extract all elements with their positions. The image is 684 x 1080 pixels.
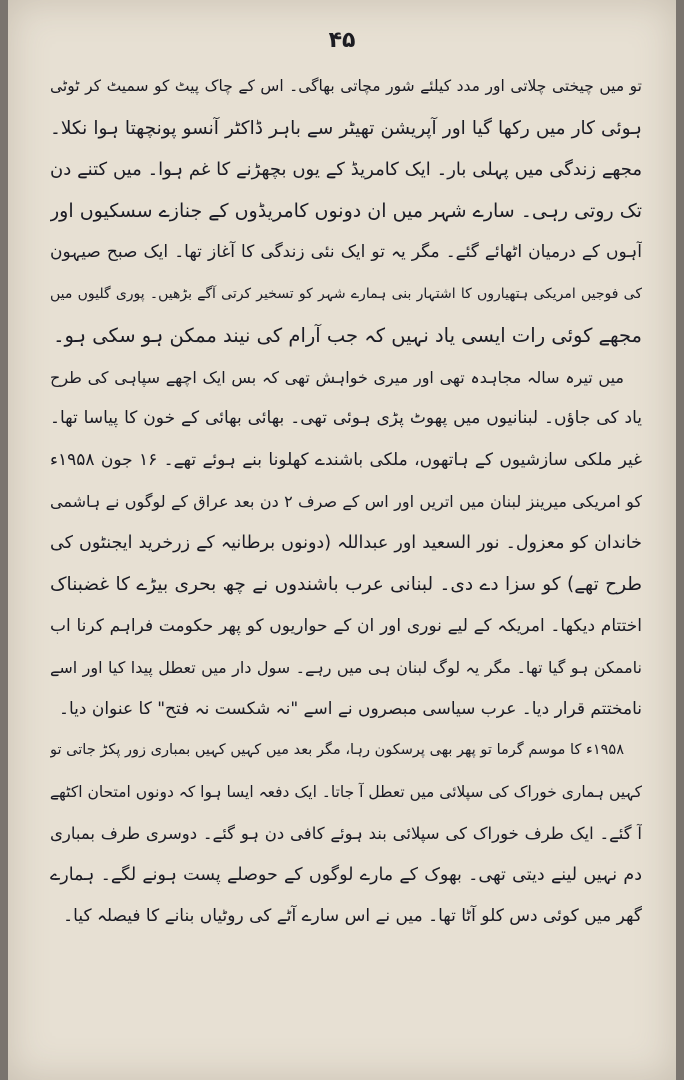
text-line: مجھے کوئی رات ایسی یاد نہیں کہ جب آرام کی نیند ممکن ہو سکی ہو۔ xyxy=(53,324,642,347)
text-line: غیر ملکی سازشیوں کے ہاتھوں، ملکی باشندے کھلونا بنے ہوئے تھے۔ ۱۶ جون ۱۹۵۸ء xyxy=(50,449,642,470)
scanned-book-page xyxy=(8,0,676,1080)
text-line: میں تیرہ سالہ مجاہدہ تھی اور میری خواہش تھی کہ بس ایک اچھے سپاہی کی طرح xyxy=(50,367,624,387)
text-line: ۱۹۵۸ء کا موسم گرما تو پھر بھی پرسکون رہا، مگر بعد میں کہیں کہیں بمباری زور پکڑ جاتی تو xyxy=(50,742,624,758)
text-line: گھر میں کوئی دس کلو آٹا تھا۔ میں نے اس سارے آٹے کی روٹیاں بنانے کا فیصلہ کیا۔ xyxy=(63,906,642,926)
text-line: دم نہیں لینے دیتی تھی۔ بھوک کے مارے لوگوں کے حوصلے پست ہونے لگے۔ ہمارے xyxy=(50,864,642,885)
text-line: کو امریکی میرینز لبنان میں اتریں اور اس کے صرف ۲ دن بعد عراق کے لوگوں نے ہاشمی xyxy=(50,492,642,511)
text-line: ہوئی کار میں رکھا گیا اور آپریشن تھیٹر سے باہر ڈاکٹر آنسو پونچھتا ہوا نکلا۔ xyxy=(50,117,642,139)
text-line: خاندان کو معزول۔ نور السعید اور عبداللہ (دونوں برطانیہ کے زرخرید ایجنٹوں کی xyxy=(50,532,642,553)
text-line: آ گئے۔ ایک طرف خوراک کی سپلائی بند ہوئے کافی دن ہو گئے۔ دوسری طرف بمباری xyxy=(50,824,642,843)
text-line: تو میں چیختی چلاتی اور مدد کیلئے شور مچاتی بھاگی۔ اس کے چاک پیٹ کو سمیٹ کر ٹوٹی xyxy=(50,77,642,95)
text-line: نامختتم قرار دیا۔ عرب سیاسی مبصروں نے اسے "نہ شکست نہ فتح" کا عنوان دیا۔ xyxy=(59,698,642,719)
text-line: ناممکن ہو گیا تھا۔ مگر یہ لوگ لبنان ہی میں رہے۔ سول دار میں تعطل پیدا کیا اور اسے xyxy=(50,658,642,677)
text-line: تک روتی رہی۔ سارے شہر میں ان دونوں کامریڈوں کے جنازے سسکیوں اور xyxy=(50,199,642,222)
text-line: یاد کی جاؤں۔ لبنانیوں میں پھوٹ پڑی ہوئی تھی۔ بھائی بھائی کے خون کا پیاسا تھا۔ xyxy=(50,408,642,428)
text-line: کی فوجیں امریکی ہتھیاروں کا اشتہار بنی ہمارے شہر کو تسخیر کرتی آگے بڑھیں۔ پوری گلیوں میں xyxy=(50,285,642,302)
page-number: ۴۵ xyxy=(328,28,356,53)
text-line: آہوں کے درمیان اٹھائے گئے۔ مگر یہ تو ایک نئی زندگی کا آغاز تھا۔ ایک صبح صیہون xyxy=(50,242,642,262)
text-line: مجھے زندگی میں پہلی بار۔ ایک کامریڈ کے یوں بچھڑنے کا غم ہوا۔ میں کتنے دن xyxy=(50,159,642,180)
text-line: کہیں ہماری خوراک کی سپلائی میں تعطل آ جاتا۔ ایک دفعہ ایسا ہوا کہ دونوں امتحان اکٹھے xyxy=(50,782,642,801)
text-line: اختتام دیکھا۔ امریکہ کے لیے نوری اور ان کے حواریوں کو پھر حکومت فراہم کرنا اب xyxy=(50,615,642,636)
urdu-text-block xyxy=(50,66,642,938)
text-line: طرح تھے) کو سزا دے دی۔ لبنانی عرب باشندوں نے چھ بحری بیڑے کا غضبناک xyxy=(50,574,642,595)
